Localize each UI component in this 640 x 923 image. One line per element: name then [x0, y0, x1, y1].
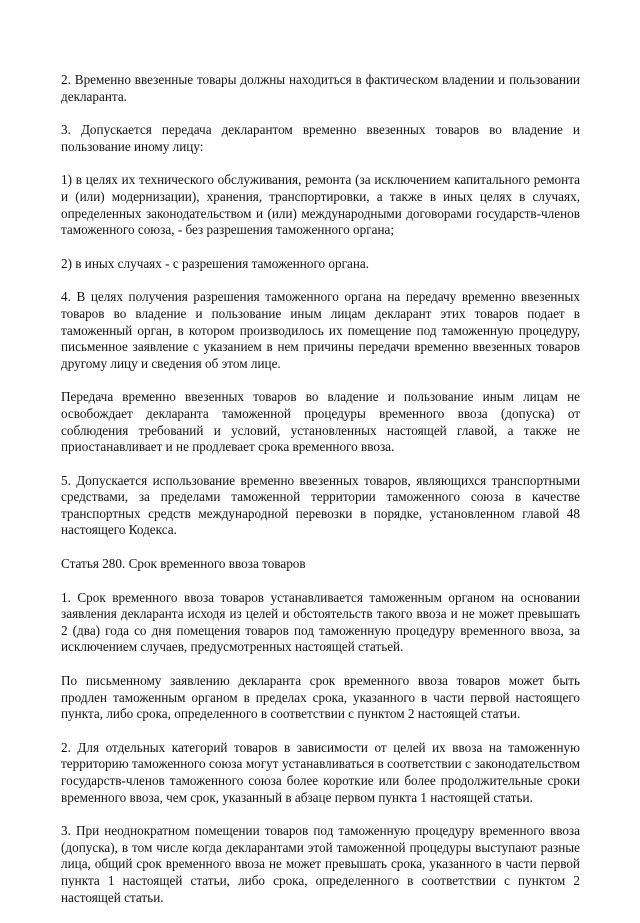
document-body [61, 72, 580, 923]
paragraph-item-2: 2. Временно ввезенные товары должны находиться в фактическом владении и пользовании декларанта. [61, 72, 580, 104]
article-paragraph-3: 3. При неоднократном помещении товаров под таможенную процедуру временного ввоза (допуска), в том числе когда декларантами этой таможенной процедуры выступают разные лица, общий срок временного ввоза не может превышать срока, указанного в части первой пункта 1 настоящей статьи, либо срока, определенного в соответствии с пунктом 2 настоящей статьи. [61, 823, 580, 905]
paragraph-subitem-2: 2) в иных случаях - с разрешения таможенного органа. [61, 255, 370, 271]
article-paragraph-2: 2. Для отдельных категорий товаров в зависимости от целей их ввоза на таможенную территорию таможенного союза могут устанавливаться в соответствии с законодательством государств-членов таможенного союза более короткие или более продолжительные сроки временного ввоза, чем срок, указанный в абзаце первом пункта 1 настоящей статьи. [61, 739, 580, 805]
paragraph-item-4: 4. В целях получения разрешения таможенного органа на передачу временно ввезенных товаров во владение и пользование иным лицам декларант этих товаров подает в таможенный орган, в котором производилось их помещение под таможенную процедуру, письменное заявление с указанием в нем причины передачи временно ввезенных товаров другому лицу и сведения об этом лице. [61, 289, 580, 371]
paragraph-item-5: 5. Допускается использование временно ввезенных товаров, являющихся транспортными средствами, за пределами таможенной территории таможенного союза в качестве транспортных средств международной перевозки в порядке, установленном главой 48 настоящего Кодекса. [61, 472, 580, 538]
article-paragraph-1: 1. Срок временного ввоза товаров устанавливается таможенным органом на основании заявления декларанта исходя из целей и обстоятельств такого ввоза и не может превышать 2 (два) года со дня помещения товаров под таможенную процедуру временного ввоза, за исключением случаев, предусмотренных настоящей статьей. [61, 589, 580, 655]
paragraph-item-4-continued: Передача временно ввезенных товаров во владение и пользование иным лицам не освобождает декларанта таможенной процедуры временного ввоза (допуска) от соблюдения требований и условий, установленных настоящей главой, а также не приостанавливает и не продлевает срока временного ввоза. [61, 389, 580, 455]
article-paragraph-1-extension: По письменному заявлению декларанта срок временного ввоза товаров может быть продлен таможенным органом в пределах срока, указанного в части первой настоящего пункта, либо срока, определенного в соответствии с пунктом 2 настоящей статьи. [61, 673, 580, 722]
article-heading: Статья 280. Срок временного ввоза товаров [61, 556, 306, 572]
paragraph-subitem-1: 1) в целях их технического обслуживания, ремонта (за исключением капитального ремонта и (или) модернизации), хранения, транспортировки, а также в иных целях в случаях, определенных законодательством и (или) международными договорами государств-членов таможенного союза, - без разрешения таможенного органа; [61, 172, 580, 238]
paragraph-item-3: 3. Допускается передача декларантом временно ввезенных товаров во владение и пользование иному лицу: [61, 122, 580, 154]
